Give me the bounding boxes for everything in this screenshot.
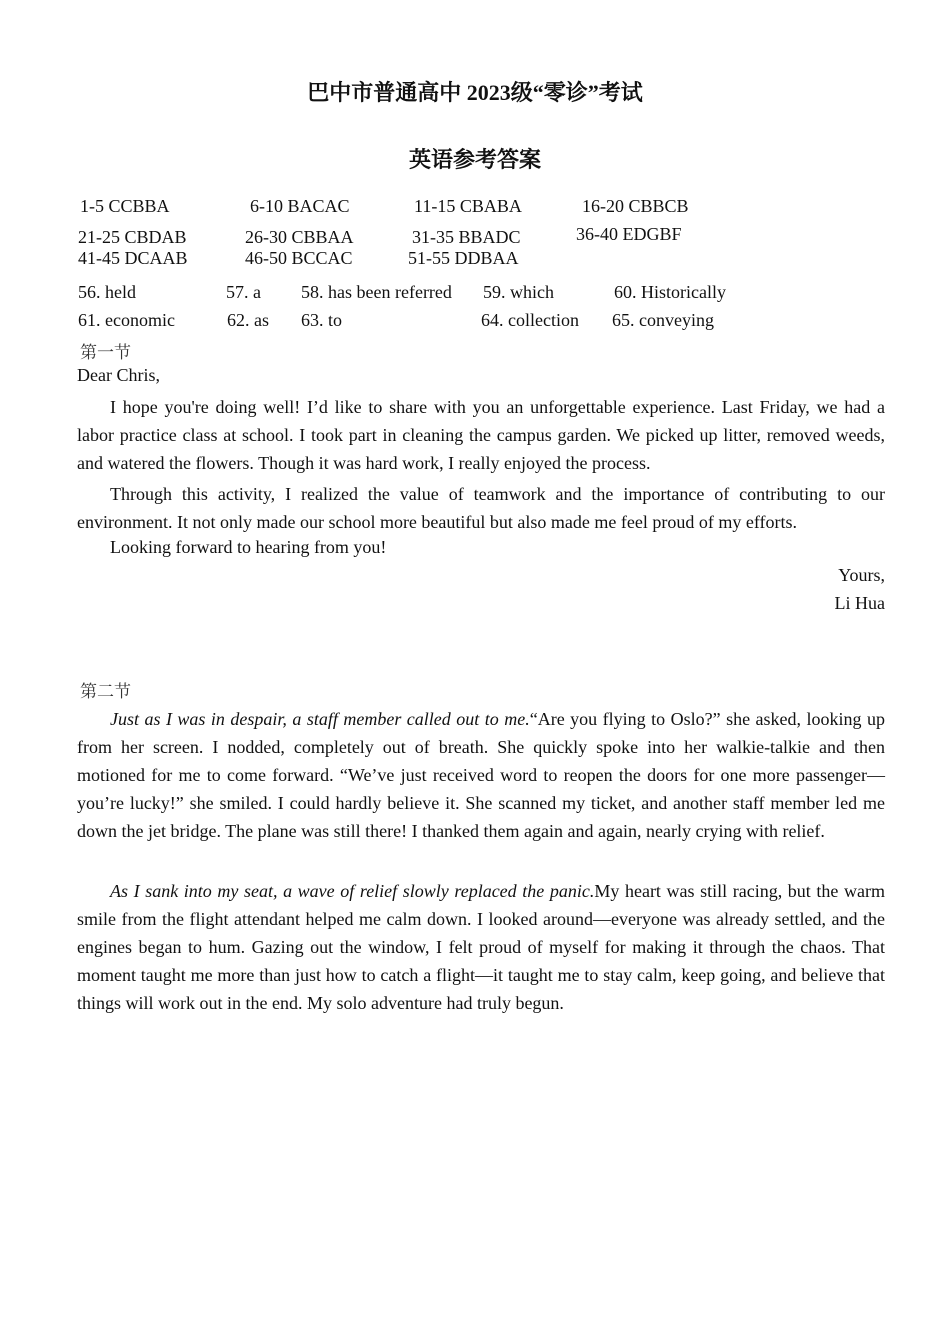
letter-paragraph: I hope you're doing well! I’d like to share with you an unforgettable experience. Last Friday, we had a labor practice class at school. I took part in cleaning the campus garden. We picked up litter, removed weeds, and watered the flowers. Though it was hard work, I really enjoyed the process. <box>77 397 885 473</box>
answer-item: 65. conveying <box>612 310 714 330</box>
page-subtitle: 英语参考答案 <box>408 147 541 172</box>
answer-group: 51-55 DDBAA <box>408 248 519 268</box>
answer-group: 1-5 CCBBA <box>80 196 170 216</box>
answer-group: 26-30 CBBAA <box>245 227 354 247</box>
answer-group: 46-50 BCCAC <box>245 248 353 268</box>
page-title: 巴中市普通高中 2023级“零诊”考试 <box>307 80 643 105</box>
answer-item: 57. a <box>226 282 261 302</box>
answer-item: 58. has been referred <box>301 282 452 302</box>
letter-paragraph: Through this activity, I realized the value of teamwork and the importance of contributing to our environment. It not only made our school more beautiful but also made me feel proud of my efforts. <box>77 484 885 532</box>
answer-group: 6-10 BACAC <box>250 196 350 216</box>
letter-closing: Yours, <box>838 565 885 585</box>
paragraph-body: “Are you flying to Oslo?” she asked, looking up from her screen. I nodded, completely out of breath. She quickly spoke into her walkie-talkie and then motioned for me to come forward. “We’ve just received word to reopen the doors for one more passenger—you’re lucky!” she smiled. I could hardly believe it. She scanned my ticket, and another staff member led me down the jet bridge. The plane was still there! I thanked them again and again, nearly crying with relief. <box>77 709 885 841</box>
answer-item: 56. held <box>78 282 136 302</box>
answer-item: 60. Historically <box>614 282 726 302</box>
answer-group: 16-20 CBBCB <box>582 196 689 216</box>
answer-group: 36-40 EDGBF <box>576 224 682 244</box>
answer-group: 11-15 CBABA <box>414 196 522 216</box>
answer-group: 21-25 CBDAB <box>78 227 187 247</box>
answer-item: 61. economic <box>78 310 175 330</box>
answer-item: 59. which <box>483 282 554 302</box>
section-heading: 第一节 <box>80 343 131 362</box>
answer-item: 63. to <box>301 310 343 330</box>
letter-paragraph: Looking forward to hearing from you! <box>110 537 387 557</box>
answer-item: 64. collection <box>481 310 579 330</box>
answer-item: 62. as <box>227 310 269 330</box>
story-paragraph <box>77 877 885 1017</box>
paragraph-lead-sentence: Just as I was in despair, a staff member called out to me. <box>110 709 530 729</box>
letter-signature: Li Hua <box>834 593 885 613</box>
paragraph-body: My heart was still racing, but the warm smile from the flight attendant helped me calm down. I looked around—everyone was already settled, and the engines began to hum. Gazing out the window, I felt proud of myself for making it through the chaos. That moment taught me more than just how to catch a flight—it taught me to stay calm, keep going, and believe that things will work out in the end. My solo adventure had truly begun. <box>77 881 885 1013</box>
paragraph-lead-sentence: As I sank into my seat, a wave of relief slowly replaced the panic. <box>110 881 595 901</box>
answer-group: 31-35 BBADC <box>412 227 521 247</box>
answer-group: 41-45 DCAAB <box>78 248 188 268</box>
letter-greeting: Dear Chris, <box>77 365 160 385</box>
section-heading: 第二节 <box>80 682 131 701</box>
story-paragraph <box>77 705 885 845</box>
